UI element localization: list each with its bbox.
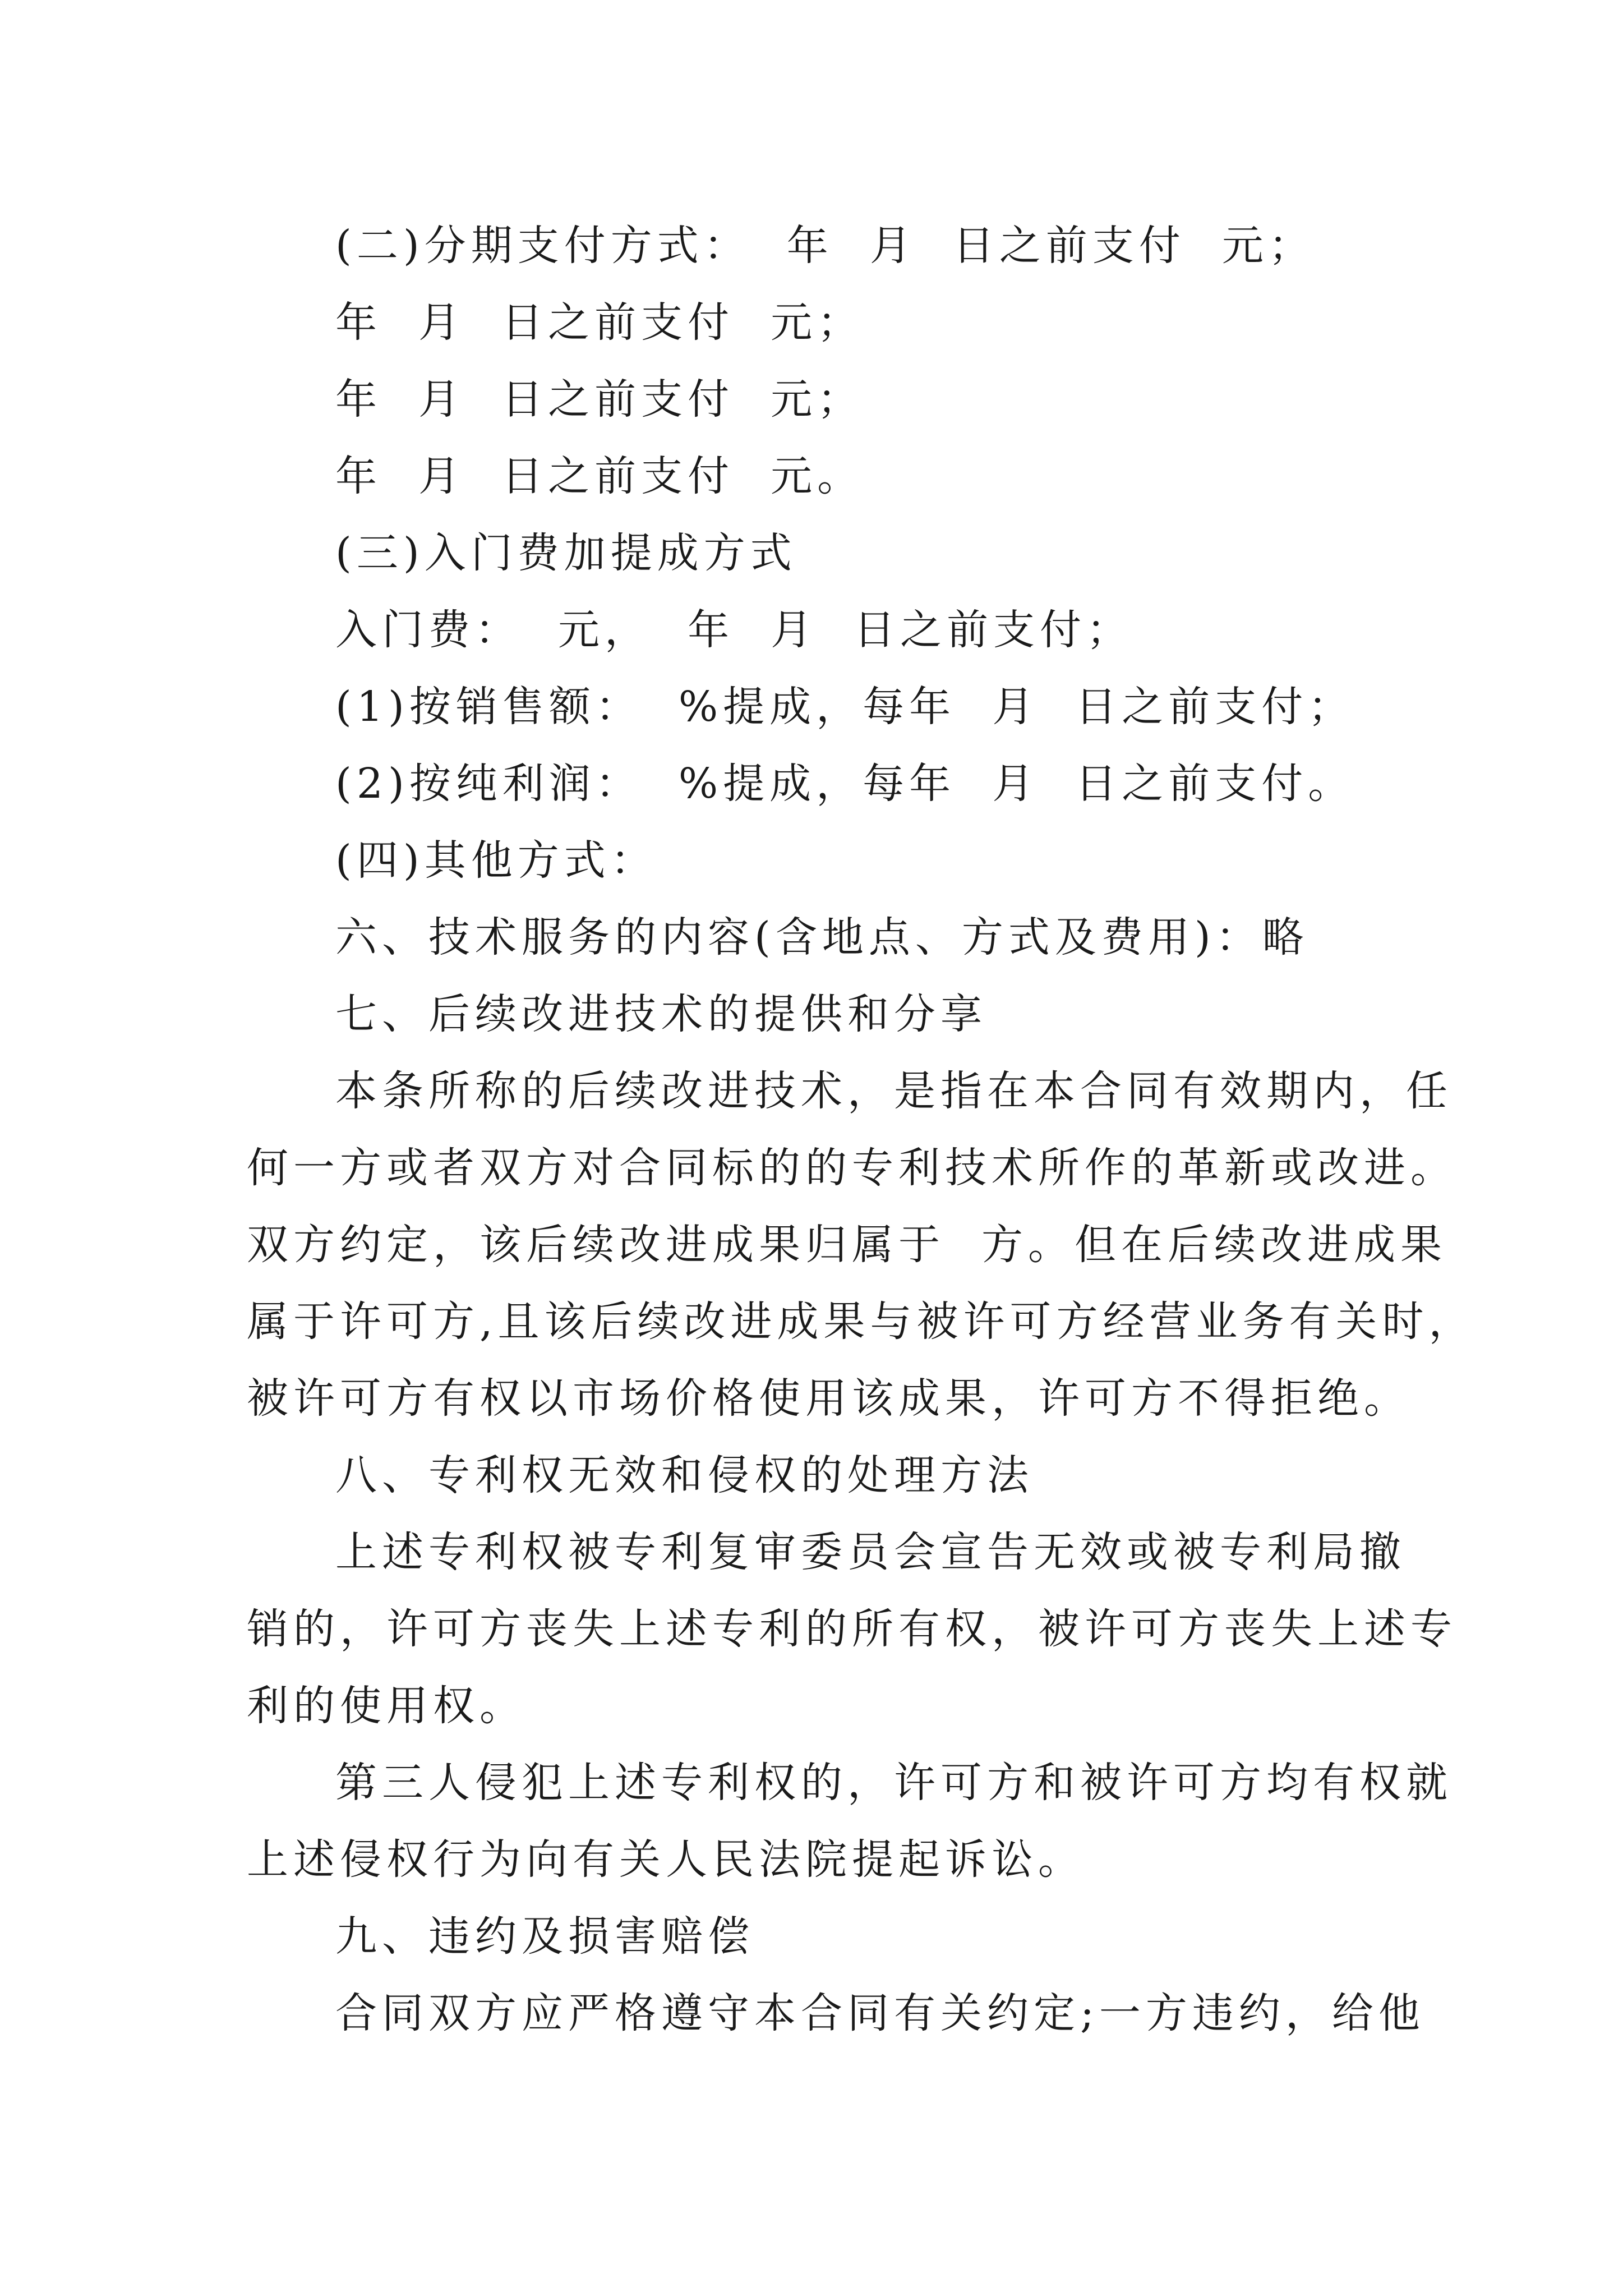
text-line: 第三人侵犯上述专利权的，许可方和被许可方均有权就 [335, 1759, 1453, 1807]
text-line: 上述侵权行为向有关人民法院提起诉讼。 [247, 1835, 1085, 1884]
section-heading: 八、专利权无效和侵权的处理方法 [335, 1451, 1034, 1499]
section-heading: 六、技术服务的内容(含地点、方式及费用)：略 [335, 913, 1309, 961]
text-line: 年 月 日之前支付 元。 [335, 452, 864, 500]
text-line: (1)按销售额： %提成，每年 月 日之前支付； [335, 683, 1355, 731]
text-line: (二)分期支付方式： 年 月 日之前支付 元； [335, 222, 1315, 270]
text-line: (四)其他方式： [335, 836, 657, 885]
text-line: 入门费： 元， 年 月 日之前支付； [335, 606, 1133, 654]
text-line: 上述专利权被专利复审委员会宣告无效或被专利局撤 [335, 1528, 1406, 1576]
text-line: (三)入门费加提成方式 [335, 529, 797, 577]
text-line: (2)按纯利润： %提成，每年 月 日之前支付。 [335, 760, 1355, 808]
document-body [247, 208, 1476, 2052]
text-line: 年 月 日之前支付 元； [335, 375, 864, 424]
text-line: 属于许可方,且该后续改进成果与被许可方经营业务有关时， [247, 1297, 1476, 1346]
section-heading: 七、后续改进技术的提供和分享 [335, 990, 987, 1038]
text-line: 双方约定，该后续改进成果归属于 方。但在后续改进成果 [247, 1221, 1447, 1269]
section-heading: 九、违约及损害赔偿 [335, 1912, 754, 1961]
text-line: 年 月 日之前支付 元； [335, 298, 864, 347]
text-line: 销的，许可方丧失上述专利的所有权，被许可方丧失上述专 [247, 1605, 1457, 1653]
text-line: 合同双方应严格遵守本合同有关约定;一方违约，给他 [335, 1989, 1425, 2037]
text-line: 被许可方有权以市场价格使用该成果，许可方不得拒绝。 [247, 1374, 1410, 1423]
text-line: 何一方或者双方对合同标的的专利技术所作的革新或改进。 [247, 1144, 1457, 1192]
text-line: 本条所称的后续改进技术，是指在本合同有效期内，任 [335, 1067, 1453, 1115]
text-line: 利的使用权。 [247, 1682, 526, 1730]
